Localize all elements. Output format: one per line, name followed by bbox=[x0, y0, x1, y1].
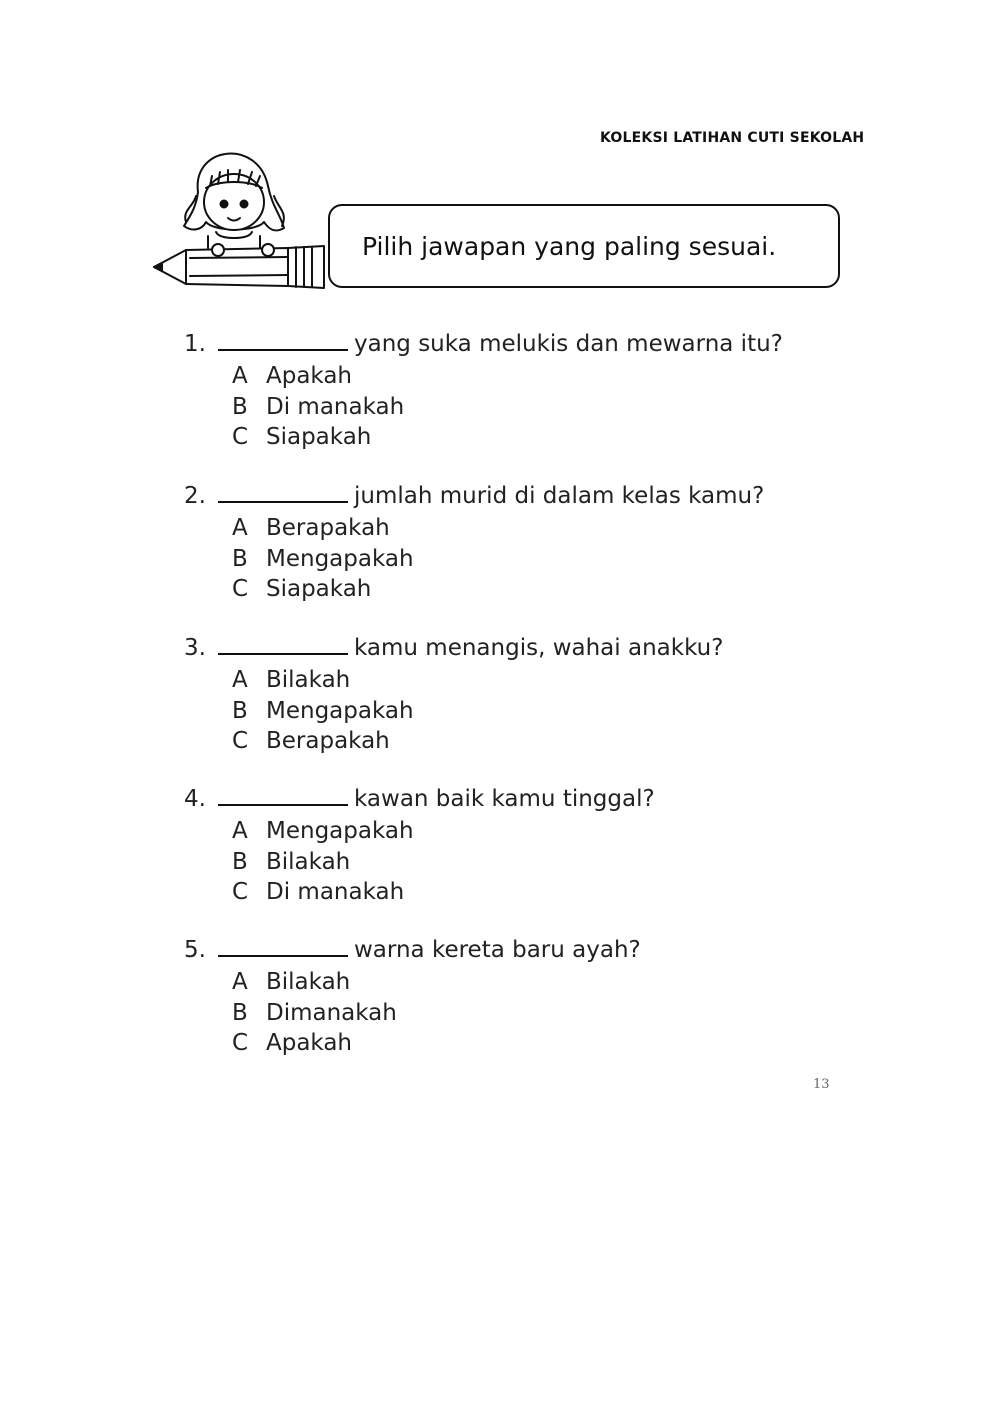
option-b: B Di manakah bbox=[232, 393, 405, 420]
option-b: B Mengapakah bbox=[232, 545, 414, 572]
question-number: 1. bbox=[184, 331, 206, 357]
question-3 bbox=[184, 635, 723, 759]
option-a: A Bilakah bbox=[232, 969, 351, 995]
question-number: 4. bbox=[184, 786, 206, 812]
question-text: jumlah murid di dalam kelas kamu? bbox=[354, 483, 765, 509]
question-number: 3. bbox=[184, 635, 206, 661]
question-2 bbox=[184, 483, 764, 607]
option-b: B Dimanakah bbox=[232, 999, 397, 1026]
question-4 bbox=[184, 786, 655, 910]
instruction-box bbox=[328, 204, 840, 288]
option-c: C Di manakah bbox=[232, 879, 405, 905]
option-a: A Mengapakah bbox=[232, 818, 414, 844]
option-c: C Apakah bbox=[232, 1030, 353, 1056]
option-b: B Mengapakah bbox=[232, 697, 414, 724]
option-c: C Berapakah bbox=[232, 728, 390, 754]
instruction-text: Pilih jawapan yang paling sesuai. bbox=[362, 231, 777, 261]
option-c: C Siapakah bbox=[232, 424, 372, 450]
collection-title: KOLEKSI LATIHAN CUTI SEKOLAH bbox=[600, 130, 865, 146]
question-number: 5. bbox=[184, 937, 206, 963]
question-5 bbox=[184, 937, 641, 1061]
option-a: A Berapakah bbox=[232, 515, 390, 541]
question-1 bbox=[184, 331, 783, 455]
answer-blank bbox=[218, 331, 348, 351]
girl-holding-pencil-icon bbox=[148, 136, 338, 296]
answer-blank bbox=[218, 937, 348, 957]
page-number: 13 bbox=[813, 1077, 830, 1092]
answer-blank bbox=[218, 786, 348, 806]
question-text: yang suka melukis dan mewarna itu? bbox=[354, 331, 783, 357]
question-text: kamu menangis, wahai anakku? bbox=[354, 635, 724, 661]
option-a: A Apakah bbox=[232, 363, 353, 389]
question-text: kawan baik kamu tinggal? bbox=[354, 786, 655, 812]
question-text: warna kereta baru ayah? bbox=[354, 937, 641, 963]
option-b: B Bilakah bbox=[232, 848, 351, 875]
question-number: 2. bbox=[184, 483, 206, 509]
option-a: A Bilakah bbox=[232, 667, 351, 693]
answer-blank bbox=[218, 635, 348, 655]
option-c: C Siapakah bbox=[232, 576, 372, 602]
answer-blank bbox=[218, 483, 348, 503]
